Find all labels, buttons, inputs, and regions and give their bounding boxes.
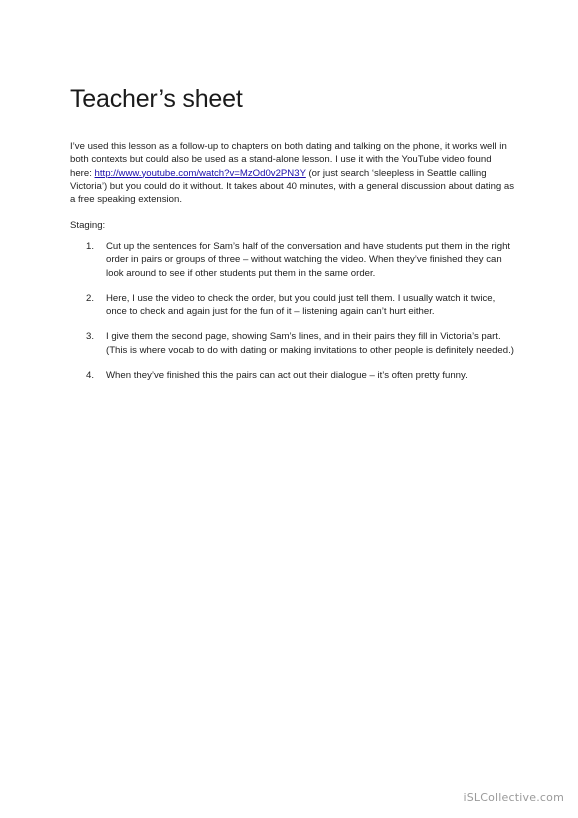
step-number: 1. (86, 241, 95, 252)
intro-text-before-link: I’ve used this lesson as a follow-up to chapters on both dating and talking on the phone, it works well in both contexts but could also be used as a stand-alone lesson. I use it with the YouTube video found here: (70, 141, 507, 179)
step-number: 3. (86, 331, 95, 343)
step-text: Cut up the sentences for Sam’s half of the conversation and have students put them in the right order in pairs or groups of three – without watching the video. When they’ve finished they can look around to see if other students put them in the same order. (106, 241, 511, 279)
youtube-link[interactable]: http://www.youtube.com/watch?v=MzOd0v2PN3Y (94, 167, 306, 179)
staging-step (70, 369, 515, 382)
staging-step (70, 240, 515, 280)
staging-step (70, 330, 515, 357)
page-title: Teacher’s sheet (70, 85, 243, 113)
staging-steps-list (70, 240, 515, 394)
staging-step (70, 292, 515, 319)
watermark: iSLCollective.com (463, 791, 564, 804)
intro-paragraph (70, 140, 515, 206)
step-number: 4. (86, 370, 95, 382)
step-text: Here, I use the video to check the order, but you could just tell them. I usually watch it twice, once to check and again just for the fun of it – listening again can’t hurt either. (106, 292, 496, 318)
step-number: 2. (86, 292, 95, 304)
step-text: When they’ve finished this the pairs can act out their dialogue – it’s often pretty funny. (106, 370, 468, 382)
staging-label: Staging: (70, 220, 106, 231)
step-text: I give them the second page, showing Sam’s lines, and in their pairs they fill in Victoria’s part. (This is where vocab to do with dating or making invitations to other people is definitely needed.) (106, 331, 514, 356)
intro-text-after-link: (or just search ‘sleepless in Seattle calling Victoria’) but you could do it without. It takes about 40 minutes, with a general discussion about dating as a free speaking extension. (70, 167, 515, 206)
